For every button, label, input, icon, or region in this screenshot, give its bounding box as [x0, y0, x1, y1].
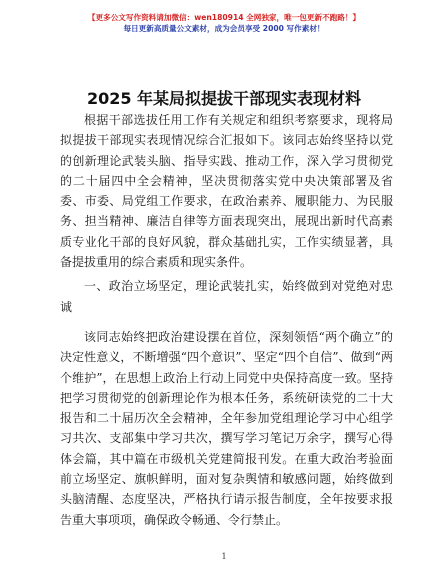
banner-promo-line: 【更多公文写作资料请加微信：wen180914 全网独家，唯一包更新不跑路！】	[87, 13, 361, 22]
section-paragraph: 该同志始终把政治建设摆在首位，深刻领悟“两个确立”的决定性意义，不断增强“四个意识”、坚定“四个自信”、做到“两个维护”，在思想上政治上行动上同党中央保持高度一致。坚持把学习贯彻党的创新理论作为根本任务，系统研读党的二十大报告和二十届历次全会精神，全年参加党组理论学习中心组学习共次、支部集中学习共次，撰写学习笔记万余字，撰写心得体会篇，其中篇在市级机关党建简报刊发。在重大政治考验面前立场坚定、旗帜鲜明，面对复杂舆情和敏感问题，始终做到头脑清醒、态度坚决，严格执行请示报告制度，全年按要求报告重大事项项，确保政令畅通、令行禁止。	[60, 329, 393, 527]
intro-paragraph: 根据干部选拔任用工作有关规定和组织考察要求，现将局拟提拔干部现实表现情况综合汇报如下。该同志始终坚持以党的创新理论武装头脑、指导实践、推动工作，深入学习贯彻党的二十届四中全会精神，坚决贯彻落实党中央决策部署及省委、市委、局党组工作要求，在政治素养、履职能力、为民服务、担当精神、廉洁自律等方面表现突出，展现出新时代高素质专业化干部的良好风貌，群众基础扎实，工作实绩显著，具备提拔重用的综合素质和现实条件。	[60, 113, 393, 270]
document-title: 2025 年某局拟提拔干部现实表现材料	[86, 89, 362, 108]
document-body	[60, 110, 393, 530]
page-number: 1	[221, 552, 227, 561]
banner-update-line: 每日更新高质量公文素材，成为会员享受 2000 写作素材！	[123, 24, 325, 33]
header-banner	[0, 12, 448, 34]
section-heading: 一、政治立场坚定，理论武装扎实，始终做到对党绝对忠诚	[60, 279, 393, 314]
